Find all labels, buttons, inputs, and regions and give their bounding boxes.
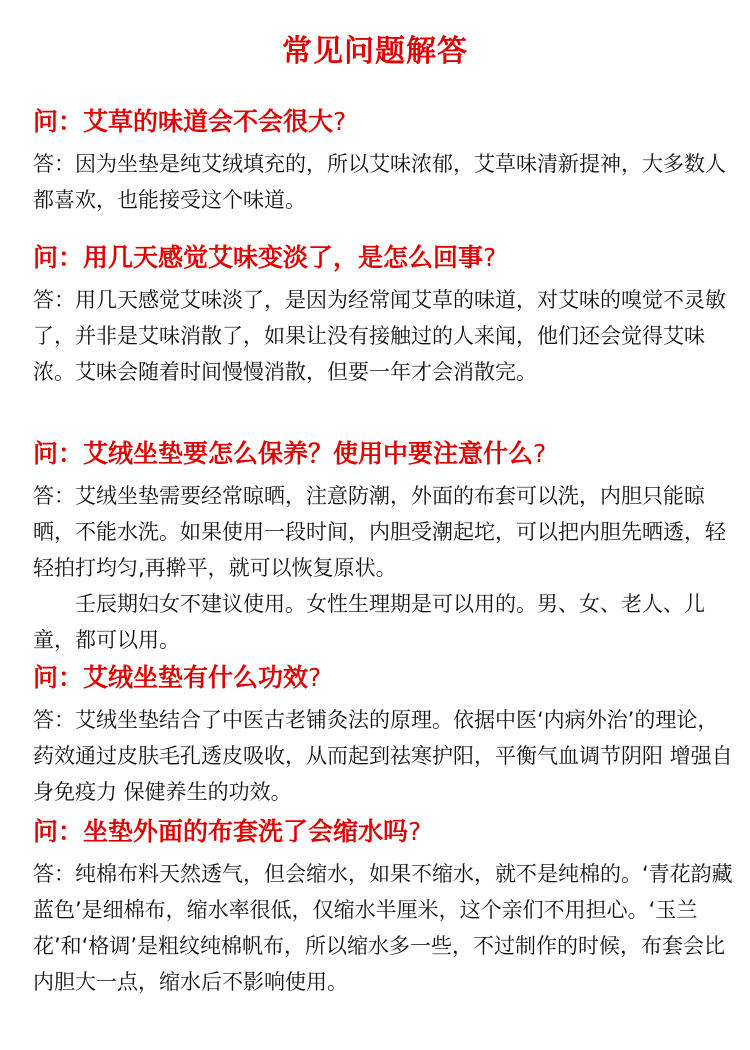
question-mark: ? [333,107,347,136]
question-text: 问：坐垫外面的布套洗了会缩水吗 [33,817,409,846]
faq-question [33,436,733,472]
faq-item-3 [33,436,733,658]
faq-item-2 [33,240,733,390]
question-text: 问：艾草的味道会不会很大 [33,107,334,136]
faq-answer [33,702,733,810]
question-mark: ? [308,663,322,692]
answer-paragraph: 答：用几天感觉艾味淡了，是因为经常闻艾草的味道，对艾味的嗅觉不灵敏了，并非是艾味消散了，如果让没有接触过的人来闻，他们还会觉得艾味浓。艾味会随着时间慢慢消散，但要一年才会消散完。 [33,288,726,384]
faq-answer [33,282,733,390]
question-text: 问：艾绒坐垫有什么功效 [33,663,309,692]
question-mark: ? [408,817,422,846]
faq-question [33,240,733,276]
faq-answer [33,478,733,658]
answer-paragraph: 答：艾绒坐垫需要经常晾晒，注意防潮，外面的布套可以洗，内胆只能晾晒，不能水洗。如果使用一段时间，内胆受潮起坨，可以把内胆先晒透，轻轻拍打均匀,再擀平，就可以恢复原状。 [33,484,726,580]
answer-paragraph: 答：纯棉布料天然透气，但会缩水，如果不缩水，就不是纯棉的。‘青花韵藏蓝色’是细棉布，缩水率很低，仅缩水半厘米，这个亲们不用担心。‘玉兰花’和‘格调’是粗纹纯棉帆布，所以缩水多一些，不过制作的时候，布套会比内胆大一点，缩水后不影响使用。 [33,862,733,994]
answer-paragraph: 答：艾绒坐垫结合了中医古老铺灸法的原理。依据中医‘内病外治’的理论， 药效通过皮肤毛孔透皮吸收，从而起到祛寒护阳，平衡气血调节阴阳 增强自身免疫力 保健养生的功效。 [33,708,733,804]
question-text: 问：用几天感觉艾味变淡了，是怎么回事 [33,243,484,272]
answer-paragraph: 壬辰期妇女不建议使用。女性生理期是可以用的。男、女、老人、儿童，都可以用。 [33,592,705,652]
faq-answer [33,856,733,1000]
faq-answer [33,146,733,218]
question-mark: ? [533,439,547,468]
answer-paragraph: 答：因为坐垫是纯艾绒填充的，所以艾味浓郁，艾草味清新提神，大多数人都喜欢，也能接受这个味道。 [33,152,726,212]
faq-question [33,104,733,140]
faq-item-1 [33,104,733,218]
page-title: 常见问题解答 [282,34,468,69]
faq-item-4 [33,660,733,810]
question-mark: ? [483,243,497,272]
faq-item-5 [33,814,733,1000]
faq-question [33,660,733,696]
question-text: 问：艾绒坐垫要怎么保养？使用中要注意什么 [33,439,534,468]
faq-question [33,814,733,850]
